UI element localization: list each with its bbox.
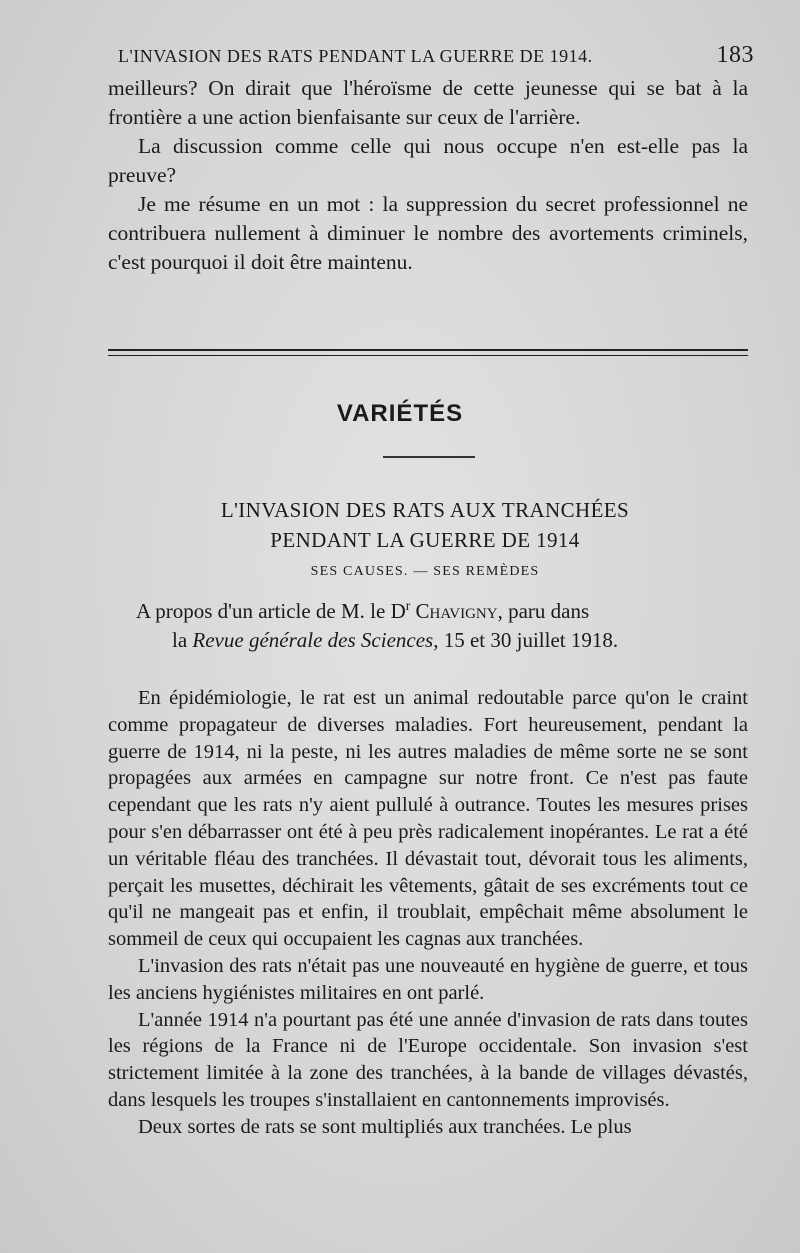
page-number: 183 xyxy=(716,42,754,68)
body-paragraph: L'invasion des rats n'était pas une nouveauté en hygiène de guerre, et tous les anciens hygiénistes militaires en ont parlé. xyxy=(108,954,748,1004)
article-title-line: L'INVASION DES RATS AUX TRANCHÉES xyxy=(220,498,630,522)
body-paragraph: Deux sortes de rats se sont multipliés aux tranchées. Le plus xyxy=(138,1115,632,1138)
source-journal: Revue générale des Sciences xyxy=(192,628,434,652)
source-author: Chavigny xyxy=(415,599,498,623)
source-l2-pre: la xyxy=(172,628,193,652)
source-line-2 xyxy=(136,626,716,655)
running-title: L'INVASION DES RATS PENDANT LA GUERRE DE 1914. xyxy=(118,46,593,66)
body-paragraph: En épidémiologie, le rat est un animal redoutable parce qu'on le craint comme propagateur de diverses maladies. Fort heureusement, pendant la guerre de 1914, ni la peste, ni les autres maladies de même sorte ne se sont propagées aux armées en campagne sur notre front. Ce n'est pas faute cependant que les rats n'y aient pullulé à outrance. Toutes les mesures prises pour s'en débarrasser ont été à peu près radicalement inopérantes. Le rat a été un véritable fléau des tranchées. Il dévastait tout, dévorait tous les aliments, perçait les musettes, déchirait les vêtements, gâtait de ses excréments tout ce qu'il ne mangeait pas et enfin, il troublait, empêchait même absolument le sommeil de ceux qui occupaient les cagnas aux tranchées. xyxy=(108,687,748,951)
article-body xyxy=(108,685,748,1141)
intro-paragraph: Je me résume en un mot : la suppression du secret professionnel ne contribuera nullement à diminuer le nombre des avortements criminels, c'est pourquoi il doit être maintenu. xyxy=(108,192,748,274)
article-title-line: PENDANT LA GUERRE DE 1914 xyxy=(270,528,580,552)
source-mid: , paru dans xyxy=(497,599,590,623)
body-paragraph: L'année 1914 n'a pourtant pas été une année d'invasion de rats dans toutes les régions de la France ni de l'Europe occidentale. Son invasion s'est strictement limitée à la zone des tranchées, à la bande de villages dévastés, dans lesquels les troupes s'installaient en cantonnements improvisés. xyxy=(108,1008,748,1111)
intro-text xyxy=(108,74,748,277)
heading-underline xyxy=(383,456,475,458)
article-title xyxy=(100,495,750,555)
intro-paragraph: meilleurs? On dirait que l'héroïsme de cette jeunesse qui se bat à la frontière a une action bienfaisante sur ceux de l'arrière. xyxy=(108,76,748,129)
source-sup: r xyxy=(405,598,411,613)
article-source-note xyxy=(136,597,716,655)
running-header xyxy=(118,40,758,74)
intro-paragraph: La discussion comme celle qui nous occupe n'en est-elle pas la preuve? xyxy=(108,134,748,187)
source-l2-post: , 15 et 30 juillet 1918. xyxy=(433,628,619,652)
section-heading: VARIÉTÉS xyxy=(336,400,464,427)
article-subtitle: SES CAUSES. — SES REMÈDES xyxy=(310,564,540,579)
section-divider-thin xyxy=(108,355,748,356)
section-divider xyxy=(108,349,748,351)
source-prefix: A propos d'un article de M. le D xyxy=(136,599,406,623)
